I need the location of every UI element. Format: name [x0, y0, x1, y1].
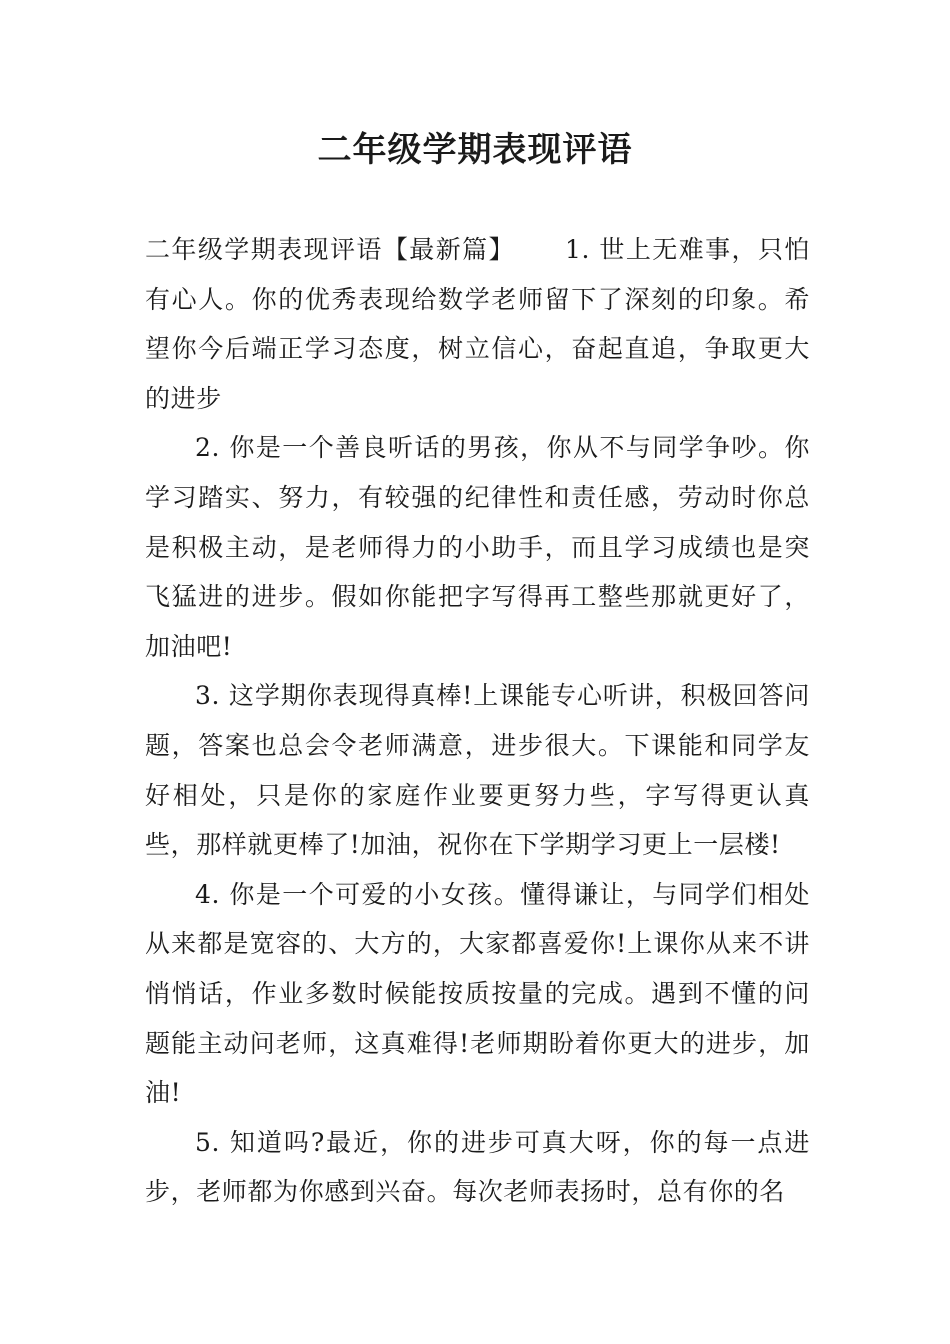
paragraph-3: 3. 这学期你表现得真棒!上课能专心听讲，积极回答问题，答案也总会令老师满意，进步很大。下课能和同学友好相处，只是你的家庭作业要更努力些，字写得更认真些，那样就更棒了!加油，祝你在下学期学习更上一层楼! — [145, 681, 810, 860]
document-title: 二年级学期表现评语 — [317, 130, 633, 170]
paragraph-1 — [145, 225, 810, 423]
document-body — [145, 225, 810, 1217]
paragraph-5: 5. 知道吗?最近，你的进步可真大呀，你的每一点进步，老师都为你感到兴奋。每次老师表扬时，总有你的名 — [145, 1127, 810, 1207]
paragraph-1-text: 1. 世上无难事，只怕有心人。你的优秀表现给数学老师留下了深刻的印象。希望你今后端正学习态度，树立信心，奋起直追，争取更大的进步 — [145, 235, 810, 413]
intro-heading: 二年级学期表现评语【最新篇】 — [145, 235, 515, 264]
paragraph-2: 2. 你是一个善良听话的男孩，你从不与同学争吵。你学习踏实、努力，有较强的纪律性和责任感，劳动时你总是积极主动，是老师得力的小助手，而且学习成绩也是突飞猛进的进步。假如你能把字写得再工整些那就更好了，加油吧! — [145, 433, 810, 661]
paragraph-4: 4. 你是一个可爱的小女孩。懂得谦让，与同学们相处从来都是宽容的、大方的，大家都喜爱你!上课你从来不讲悄悄话，作业多数时候能按质按量的完成。遇到不懂的问题能主动问老师，这真难得!老师期盼着你更大的进步，加油! — [145, 879, 810, 1108]
